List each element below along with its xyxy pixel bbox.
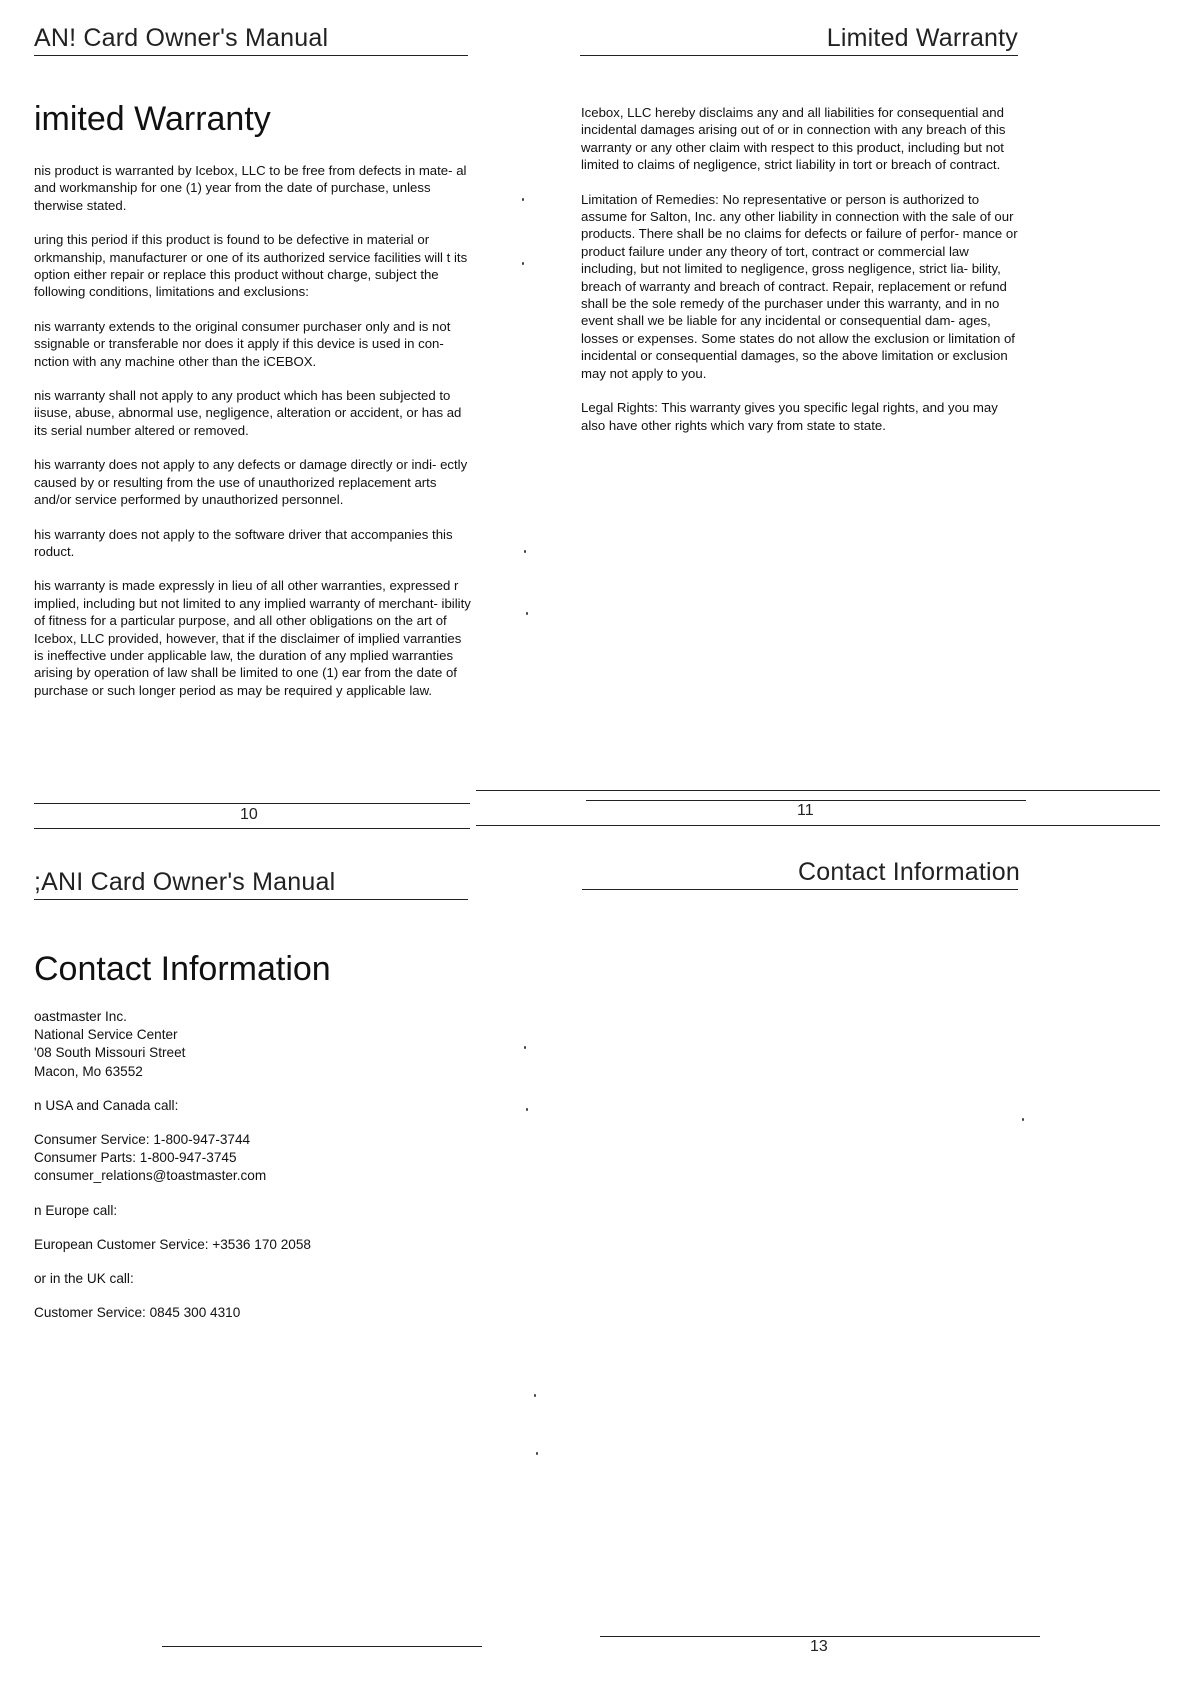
page11-body bbox=[581, 104, 1021, 464]
page10-paragraph: his warranty is made expressly in lieu of all other warranties, expressed r implied, including but not limited to any implied warranty of merchant- ibility of fitness for a particular purpose, and all other obligations on the art of Icebox, LLC provided, however, that if the disclaimer of implied varranties is ineffective under applicable law, the duration of any mplied warranties arising by operation of law shall be limited to one (1) ear from the date of purchase or such longer period as may be required y applicable law. bbox=[34, 578, 471, 698]
scan-speck bbox=[522, 198, 524, 201]
contact-address-line: National Service Center bbox=[34, 1027, 178, 1043]
page12-body bbox=[34, 1008, 474, 1328]
uk-heading: or in the UK call: bbox=[34, 1271, 134, 1287]
page10-title: imited Warranty bbox=[34, 100, 271, 138]
page11-paragraph: Icebox, LLC hereby disclaims any and all liabilities for consequential and incidental damages arising out of or in connection with any breach of this warranty or any other claim with respect to this product, including but not limited to claims of negligence, strict liability in tort or breach of contract. bbox=[581, 105, 1006, 173]
page10-body bbox=[34, 162, 474, 722]
page10-page-number: 10 bbox=[240, 806, 258, 823]
page11-paragraph: Legal Rights: This warranty gives you specific legal rights, and you may also have other rights which vary from state to state. bbox=[581, 400, 998, 433]
page11-footer-rule-top bbox=[476, 790, 1160, 791]
page11-footer-rule-mid bbox=[586, 800, 1026, 801]
scan-speck bbox=[534, 1394, 536, 1397]
contact-address-line: oastmaster Inc. bbox=[34, 1009, 127, 1024]
uk-service-line: Customer Service: 0845 300 4310 bbox=[34, 1305, 241, 1321]
page12-footer-rule bbox=[162, 1646, 482, 1647]
europe-service-line: European Customer Service: +3536 170 2058 bbox=[34, 1236, 311, 1252]
page10-paragraph: nis warranty extends to the original consumer purchaser only and is not ssignable or transferable nor does it apply if this device is used in con- nction with any machine other than the iCEBOX. bbox=[34, 318, 451, 369]
page10-paragraph: his warranty does not apply to any defects or damage directly or indi- ectly caused by or resulting from the use of unauthorized replacement arts and/or service performed by unauthorized personnel. bbox=[34, 457, 468, 508]
page13-page-number: 13 bbox=[810, 1638, 828, 1655]
page11-header-rule bbox=[580, 55, 1018, 56]
page10-paragraph: nis warranty shall not apply to any product which has been subjected to iisuse, abuse, abnormal use, negligence, alteration or accident, or has ad its serial number altered or removed. bbox=[34, 388, 462, 438]
usa-email: consumer_relations@toastmaster.com bbox=[34, 1168, 267, 1184]
europe-heading: n Europe call: bbox=[34, 1202, 118, 1218]
scan-speck bbox=[522, 262, 524, 265]
usa-heading: n USA and Canada call: bbox=[34, 1097, 179, 1113]
page13-footer-rule bbox=[600, 1636, 1040, 1637]
page10-paragraph: uring this period if this product is found to be defective in material or orkmanship, manufacturer or one of its authorized service facilities will t its option either repair or replace this product without charge, subject the following conditions, limitations and exclusions: bbox=[34, 232, 468, 300]
page13-header-rule bbox=[582, 889, 1018, 890]
page12-header: ;ANI Card Owner's Manual bbox=[34, 868, 336, 896]
page12-title: Contact Information bbox=[34, 950, 331, 988]
page11-header: Limited Warranty bbox=[826, 24, 1018, 52]
usa-consumer-service: Consumer Service: 1-800-947-3744 bbox=[34, 1132, 251, 1148]
page13-header: Contact Information bbox=[798, 858, 1020, 886]
page10-header: AN! Card Owner's Manual bbox=[34, 24, 329, 52]
page10-footer-rule-bottom bbox=[34, 828, 470, 829]
page10-header-rule bbox=[34, 55, 468, 56]
page11-footer-rule-bottom bbox=[476, 825, 1160, 826]
page11-paragraph: Limitation of Remedies: No representative or person is authorized to assume for Salton, Inc. any other liability in connection with the sale of our products. There shall be no claims for defects or failure of perfor- mance or product failure under any theory of tort, contract or commercial law including, but not limited to negligence, gross negligence, strict lia- bility, breach of warranty and breach of contract. Repair, replacement or refund shall be the sole remedy of the purchaser under this warranty, and in no event shall we be liable for any incidental or consequential dam- ages, losses or expenses. Some states do not allow the exclusion or limitation of incidental or consequential damages, so the above limitation or exclusion may not apply to you. bbox=[581, 191, 1018, 381]
page10-paragraph: nis product is warranted by Icebox, LLC to be free from defects in mate- al and workmanship for one (1) year from the date of purchase, unless therwise stated. bbox=[34, 163, 467, 213]
usa-consumer-parts: Consumer Parts: 1-800-947-3745 bbox=[34, 1150, 237, 1166]
page11-page-number: 11 bbox=[797, 802, 814, 819]
page10-footer-rule-top bbox=[34, 803, 470, 804]
page12-header-rule bbox=[34, 899, 468, 900]
scan-speck bbox=[536, 1452, 538, 1455]
scan-speck bbox=[526, 612, 528, 615]
contact-address-line: '08 South Missouri Street bbox=[34, 1045, 186, 1061]
page10-paragraph: his warranty does not apply to the software driver that accompanies this roduct. bbox=[34, 526, 453, 559]
scan-speck bbox=[1022, 1118, 1024, 1121]
scan-speck bbox=[526, 1108, 528, 1111]
scan-speck bbox=[524, 1046, 526, 1049]
scan-speck bbox=[524, 550, 526, 553]
contact-address-line: Macon, Mo 63552 bbox=[34, 1063, 143, 1079]
